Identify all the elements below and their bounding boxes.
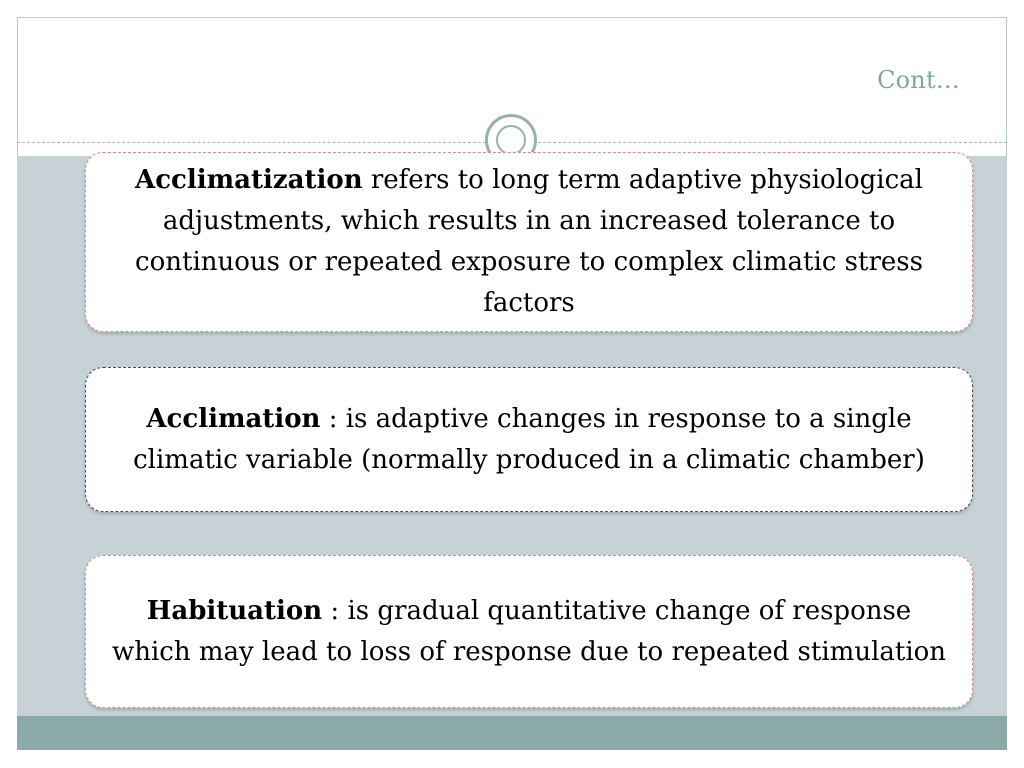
definition-term: Acclimatization <box>135 165 363 195</box>
decorative-ring-inner <box>496 125 526 155</box>
definition-text: : is gradual quantitative change of response which may lead to loss of response due to repeated stimulation <box>111 595 947 667</box>
definition-box-acclimation <box>85 367 973 512</box>
definition-paragraph <box>104 160 954 324</box>
definition-term: Acclimation <box>146 403 321 434</box>
definition-term: Habituation <box>146 595 323 626</box>
slide-title: Cont… <box>877 66 960 94</box>
definition-box-acclimatization <box>85 152 973 332</box>
footer-band <box>17 716 1007 750</box>
definition-paragraph <box>104 591 954 673</box>
definition-box-habituation <box>85 555 973 708</box>
definition-text: refers to long term adaptive physiological adjustments, which results in an increased tolerance to continuous or repeated exposure to complex climatic stress factors <box>135 165 923 318</box>
definition-text: : is adaptive changes in response to a single climatic variable (normally produced in a climatic chamber) <box>133 403 925 475</box>
definition-paragraph <box>104 399 954 481</box>
